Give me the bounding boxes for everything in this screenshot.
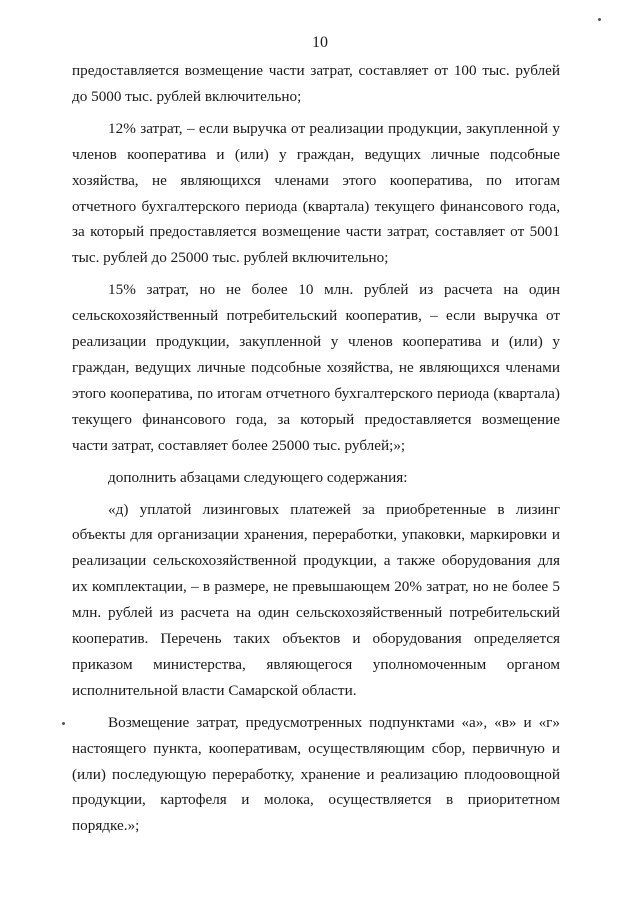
paragraph-5: «д) уплатой лизинговых платежей за приобретенные в лизинг объекты для организации хранения, переработки, упаковки, маркировки и реализации сельскохозяйственной продукции, а также оборудования для их комплектации, – в размере, не превышающем 20% затрат, но не более 5 млн. рублей из расчета на один сельскохозяйственный потребительский кооператив. Перечень таких объектов и оборудования определяется приказом министерства, являющегося уполномоченным органом исполнительной власти Самарской области. bbox=[72, 500, 560, 699]
scan-speck bbox=[598, 18, 601, 21]
scan-speck bbox=[62, 722, 65, 725]
document-body bbox=[72, 58, 560, 845]
paragraph-3: 15% затрат, но не более 10 млн. рублей из расчета на один сельскохозяйственный потребительский кооператив, – если выручка от реализации продукции, закупленной у членов кооператива и (или) у граждан, ведущих личные подсобные хозяйства, не являющихся членами этого кооператива, по итогам отчетного бухгалтерского периода (квартала) текущего финансового года, за который предоставляется возмещение части затрат, составляет более 25000 тыс. рублей;»; bbox=[72, 281, 560, 454]
paragraph-6: Возмещение затрат, предусмотренных подпунктами «а», «в» и «г» настоящего пункта, кооперативам, осуществляющим сбор, первичную и (или) последующую переработку, хранение и реализацию плодоовощной продукции, картофеля и молока, осуществляется в приоритетном порядке.»; bbox=[72, 713, 560, 835]
paragraph-2: 12% затрат, – если выручка от реализации продукции, закупленной у членов кооператива и (или) у граждан, ведущих личные подсобные хозяйства, не являющихся членами этого кооператива, по итогам отчетного бухгалтерского периода (квартала) текущего финансового года, за который предоставляется возмещение части затрат, составляет от 5001 тыс. рублей до 25000 тыс. рублей включительно; bbox=[72, 119, 560, 267]
page-number: 10 bbox=[312, 34, 328, 51]
paragraph-1: предоставляется возмещение части затрат, составляет от 100 тыс. рублей до 5000 тыс. рублей включительно; bbox=[72, 62, 560, 105]
paragraph-4: дополнить абзацами следующего содержания: bbox=[108, 468, 408, 486]
